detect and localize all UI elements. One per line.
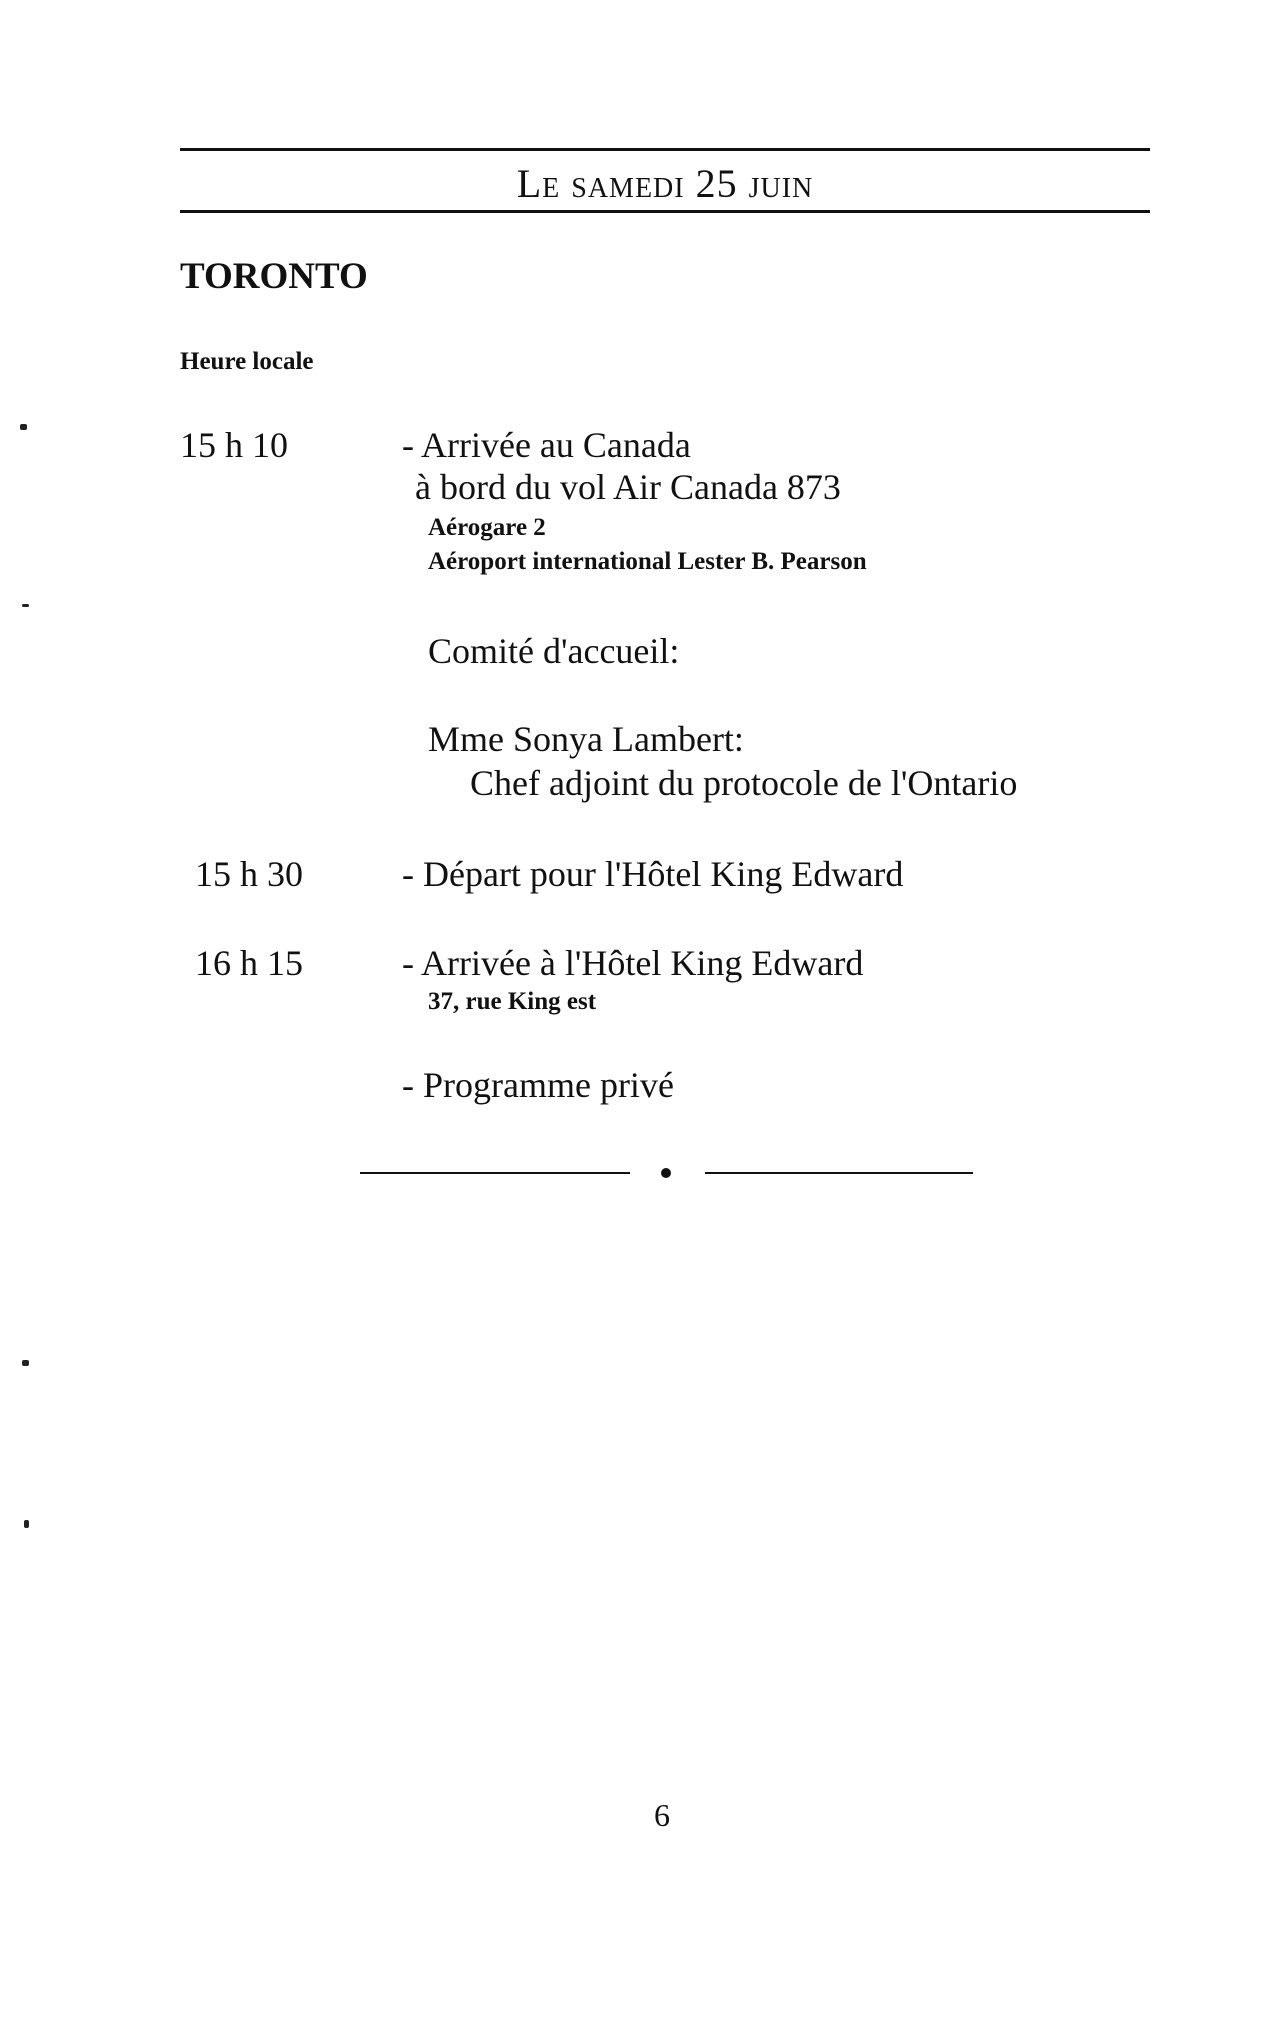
scan-mark bbox=[20, 424, 27, 430]
entry-time: 15 h 30 bbox=[195, 854, 303, 894]
city-heading: TORONTO bbox=[180, 256, 368, 297]
host-name: Mme Sonya Lambert: bbox=[428, 719, 744, 759]
private-program: - Programme privé bbox=[402, 1065, 674, 1105]
entry-line: - Arrivée au Canada bbox=[402, 425, 691, 465]
scan-mark bbox=[22, 1360, 29, 1366]
page-title: Le samedi 25 juin bbox=[516, 161, 814, 206]
entry-line: - Arrivée à l'Hôtel King Edward bbox=[402, 943, 864, 983]
scan-mark bbox=[22, 604, 29, 607]
section-divider-left bbox=[360, 1172, 630, 1174]
time-label: Heure locale bbox=[180, 348, 314, 375]
entry-line: à bord du vol Air Canada 873 bbox=[415, 467, 841, 507]
entry-detail: Aéroport international Lester B. Pearson bbox=[428, 548, 867, 575]
entry-line: - Départ pour l'Hôtel King Edward bbox=[402, 854, 904, 894]
divider-dot bbox=[661, 1168, 671, 1178]
entry-time: 16 h 15 bbox=[195, 943, 303, 983]
entry-detail: 37, rue King est bbox=[428, 988, 597, 1015]
header-bottom-rule bbox=[180, 210, 1150, 213]
welcome-committee-label: Comité d'accueil: bbox=[428, 631, 680, 671]
host-title: Chef adjoint du protocole de l'Ontario bbox=[470, 763, 1018, 803]
entry-detail: Aérogare 2 bbox=[428, 514, 546, 541]
header-top-rule bbox=[180, 148, 1150, 151]
section-divider-right bbox=[705, 1172, 973, 1174]
scan-mark bbox=[24, 1520, 29, 1528]
page-number: 6 bbox=[654, 1797, 670, 1833]
entry-time: 15 h 10 bbox=[180, 425, 288, 465]
